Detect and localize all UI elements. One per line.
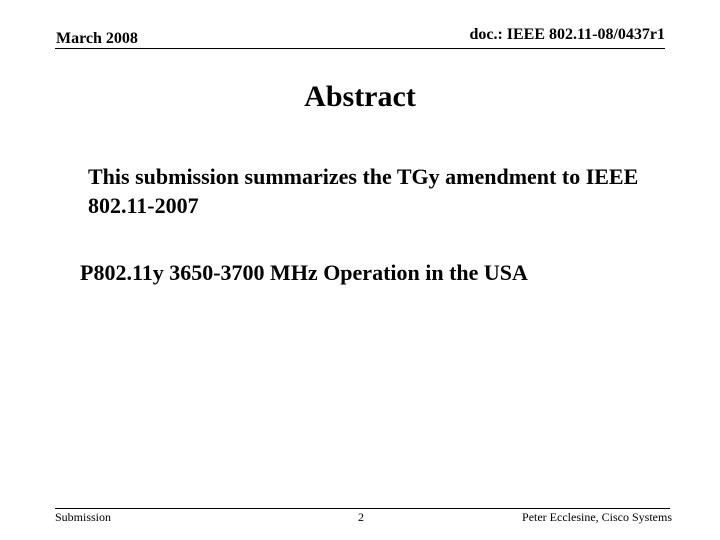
- header-divider: [55, 48, 665, 49]
- footer-submission-label: Submission: [55, 510, 112, 524]
- header-doc-id: doc.: IEEE 802.11-08/0437r1: [469, 26, 665, 43]
- header-date: March 2008: [56, 30, 138, 47]
- slide-title: Abstract: [304, 80, 416, 113]
- footer-divider: [55, 508, 670, 509]
- footer-author: Peter Ecclesine, Cisco Systems: [522, 510, 672, 524]
- abstract-text: This submission summarizes the TGy amendment to IEEE 802.11-2007: [88, 164, 639, 218]
- footer-page-number: 2: [358, 510, 364, 524]
- project-line: P802.11y 3650-3700 MHz Operation in the USA: [80, 260, 528, 285]
